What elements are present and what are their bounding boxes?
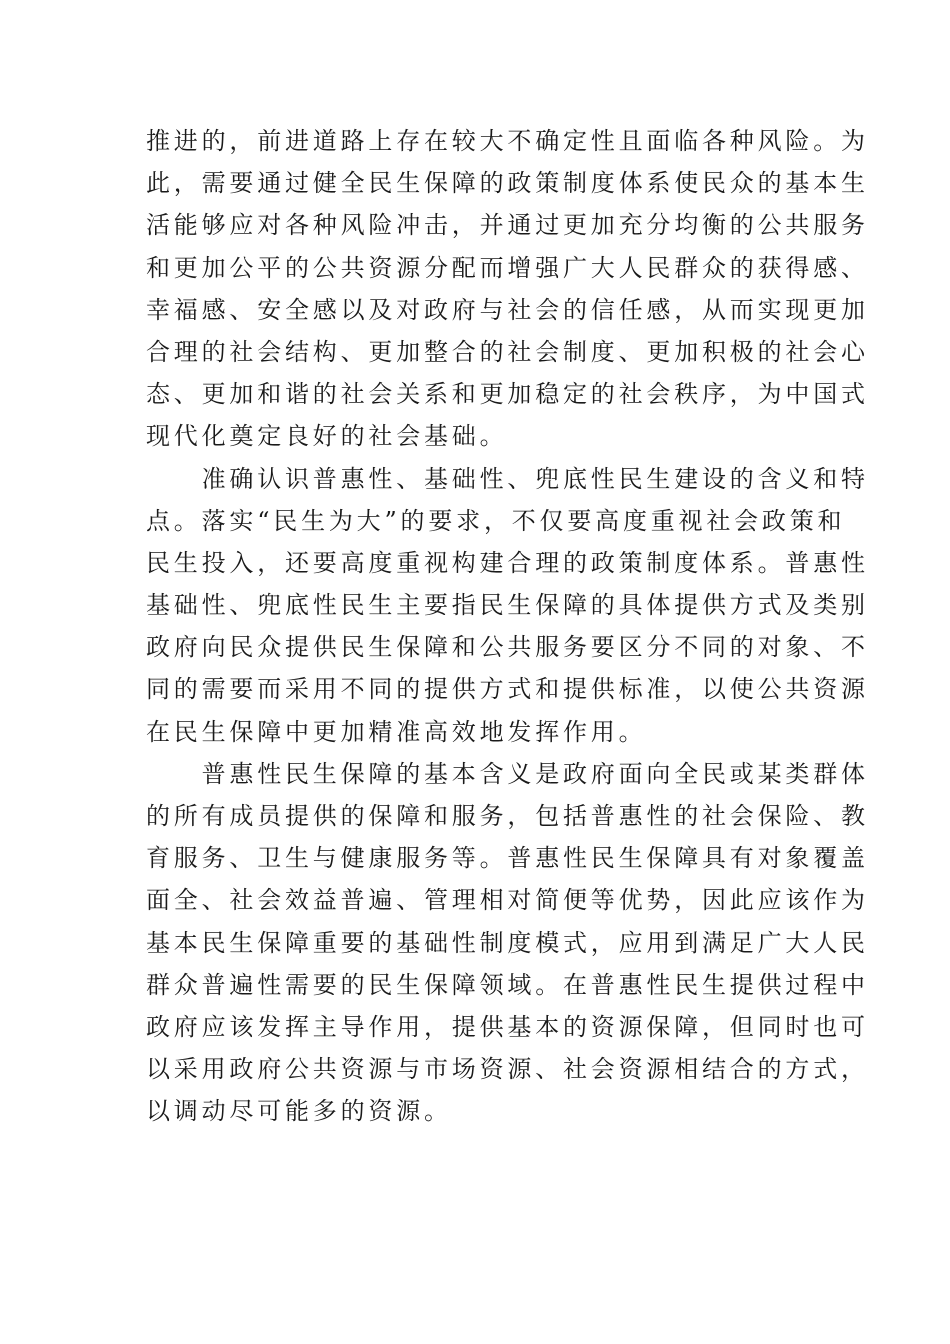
text-line: 同的需要而采用不同的提供方式和提供标准，以使公共资源 [146, 675, 869, 704]
text-line: 的所有成员提供的保障和服务，包括普惠性的社会保险、教 [146, 802, 869, 830]
text-line: 基础性、兜底性民生主要指民生保障的具体提供方式及类别 [146, 591, 869, 620]
text-line: 育服务、卫生与健康服务等。普惠性民生保障具有对象覆盖 [146, 844, 869, 873]
text-line: 政府向民众提供民生保障和公共服务要区分不同的对象、不 [146, 633, 869, 662]
text-line: 面全、社会效益普遍、管理相对简便等优势，因此应该作为 [146, 886, 869, 915]
text-line: 合理的社会结构、更加整合的社会制度、更加积极的社会心 [146, 337, 869, 366]
body-text [146, 120, 869, 1133]
text-line: 基本民生保障重要的基础性制度模式，应用到满足广大人民 [146, 928, 869, 957]
text-line: 推进的，前进道路上存在较大不确定性且面临各种风险。为 [146, 127, 869, 155]
text-line: 以调动尽可能多的资源。 [146, 1097, 452, 1126]
text-line: 活能够应对各种风险冲击，并通过更加充分均衡的公共服务 [146, 211, 869, 240]
text-line: 政府应该发挥主导作用，提供基本的资源保障，但同时也可 [146, 1012, 869, 1041]
paragraph-3 [146, 753, 869, 1133]
text-line: 幸福感、安全感以及对政府与社会的信任感，从而实现更加 [146, 295, 869, 324]
text-line: 准确认识普惠性、基础性、兜底性民生建设的含义和特 [146, 464, 869, 493]
text-line: 态、更加和谐的社会关系和更加稳定的社会秩序，为中国式 [146, 380, 869, 409]
text-line: 在民生保障中更加精准高效地发挥作用。 [146, 717, 647, 746]
paragraph-2 [146, 458, 869, 753]
paragraph-1 [146, 120, 869, 458]
text-line: 现代化奠定良好的社会基础。 [146, 422, 508, 451]
text-line: 普惠性民生保障的基本含义是政府面向全民或某类群体 [146, 759, 869, 788]
text-line: 群众普遍性需要的民生保障领域。在普惠性民生提供过程中 [146, 970, 869, 999]
text-line: 以采用政府公共资源与市场资源、社会资源相结合的方式， [146, 1055, 869, 1084]
text-line: 此，需要通过健全民生保障的政策制度体系使民众的基本生 [146, 169, 869, 198]
text-line: 民生投入，还要高度重视构建合理的政策制度体系。普惠性 [146, 548, 869, 577]
text-line: 和更加公平的公共资源分配而增强广大人民群众的获得感、 [146, 253, 869, 282]
text-line: 点。落实“民生为大”的要求，不仅要高度重视社会政策和 [146, 506, 846, 535]
